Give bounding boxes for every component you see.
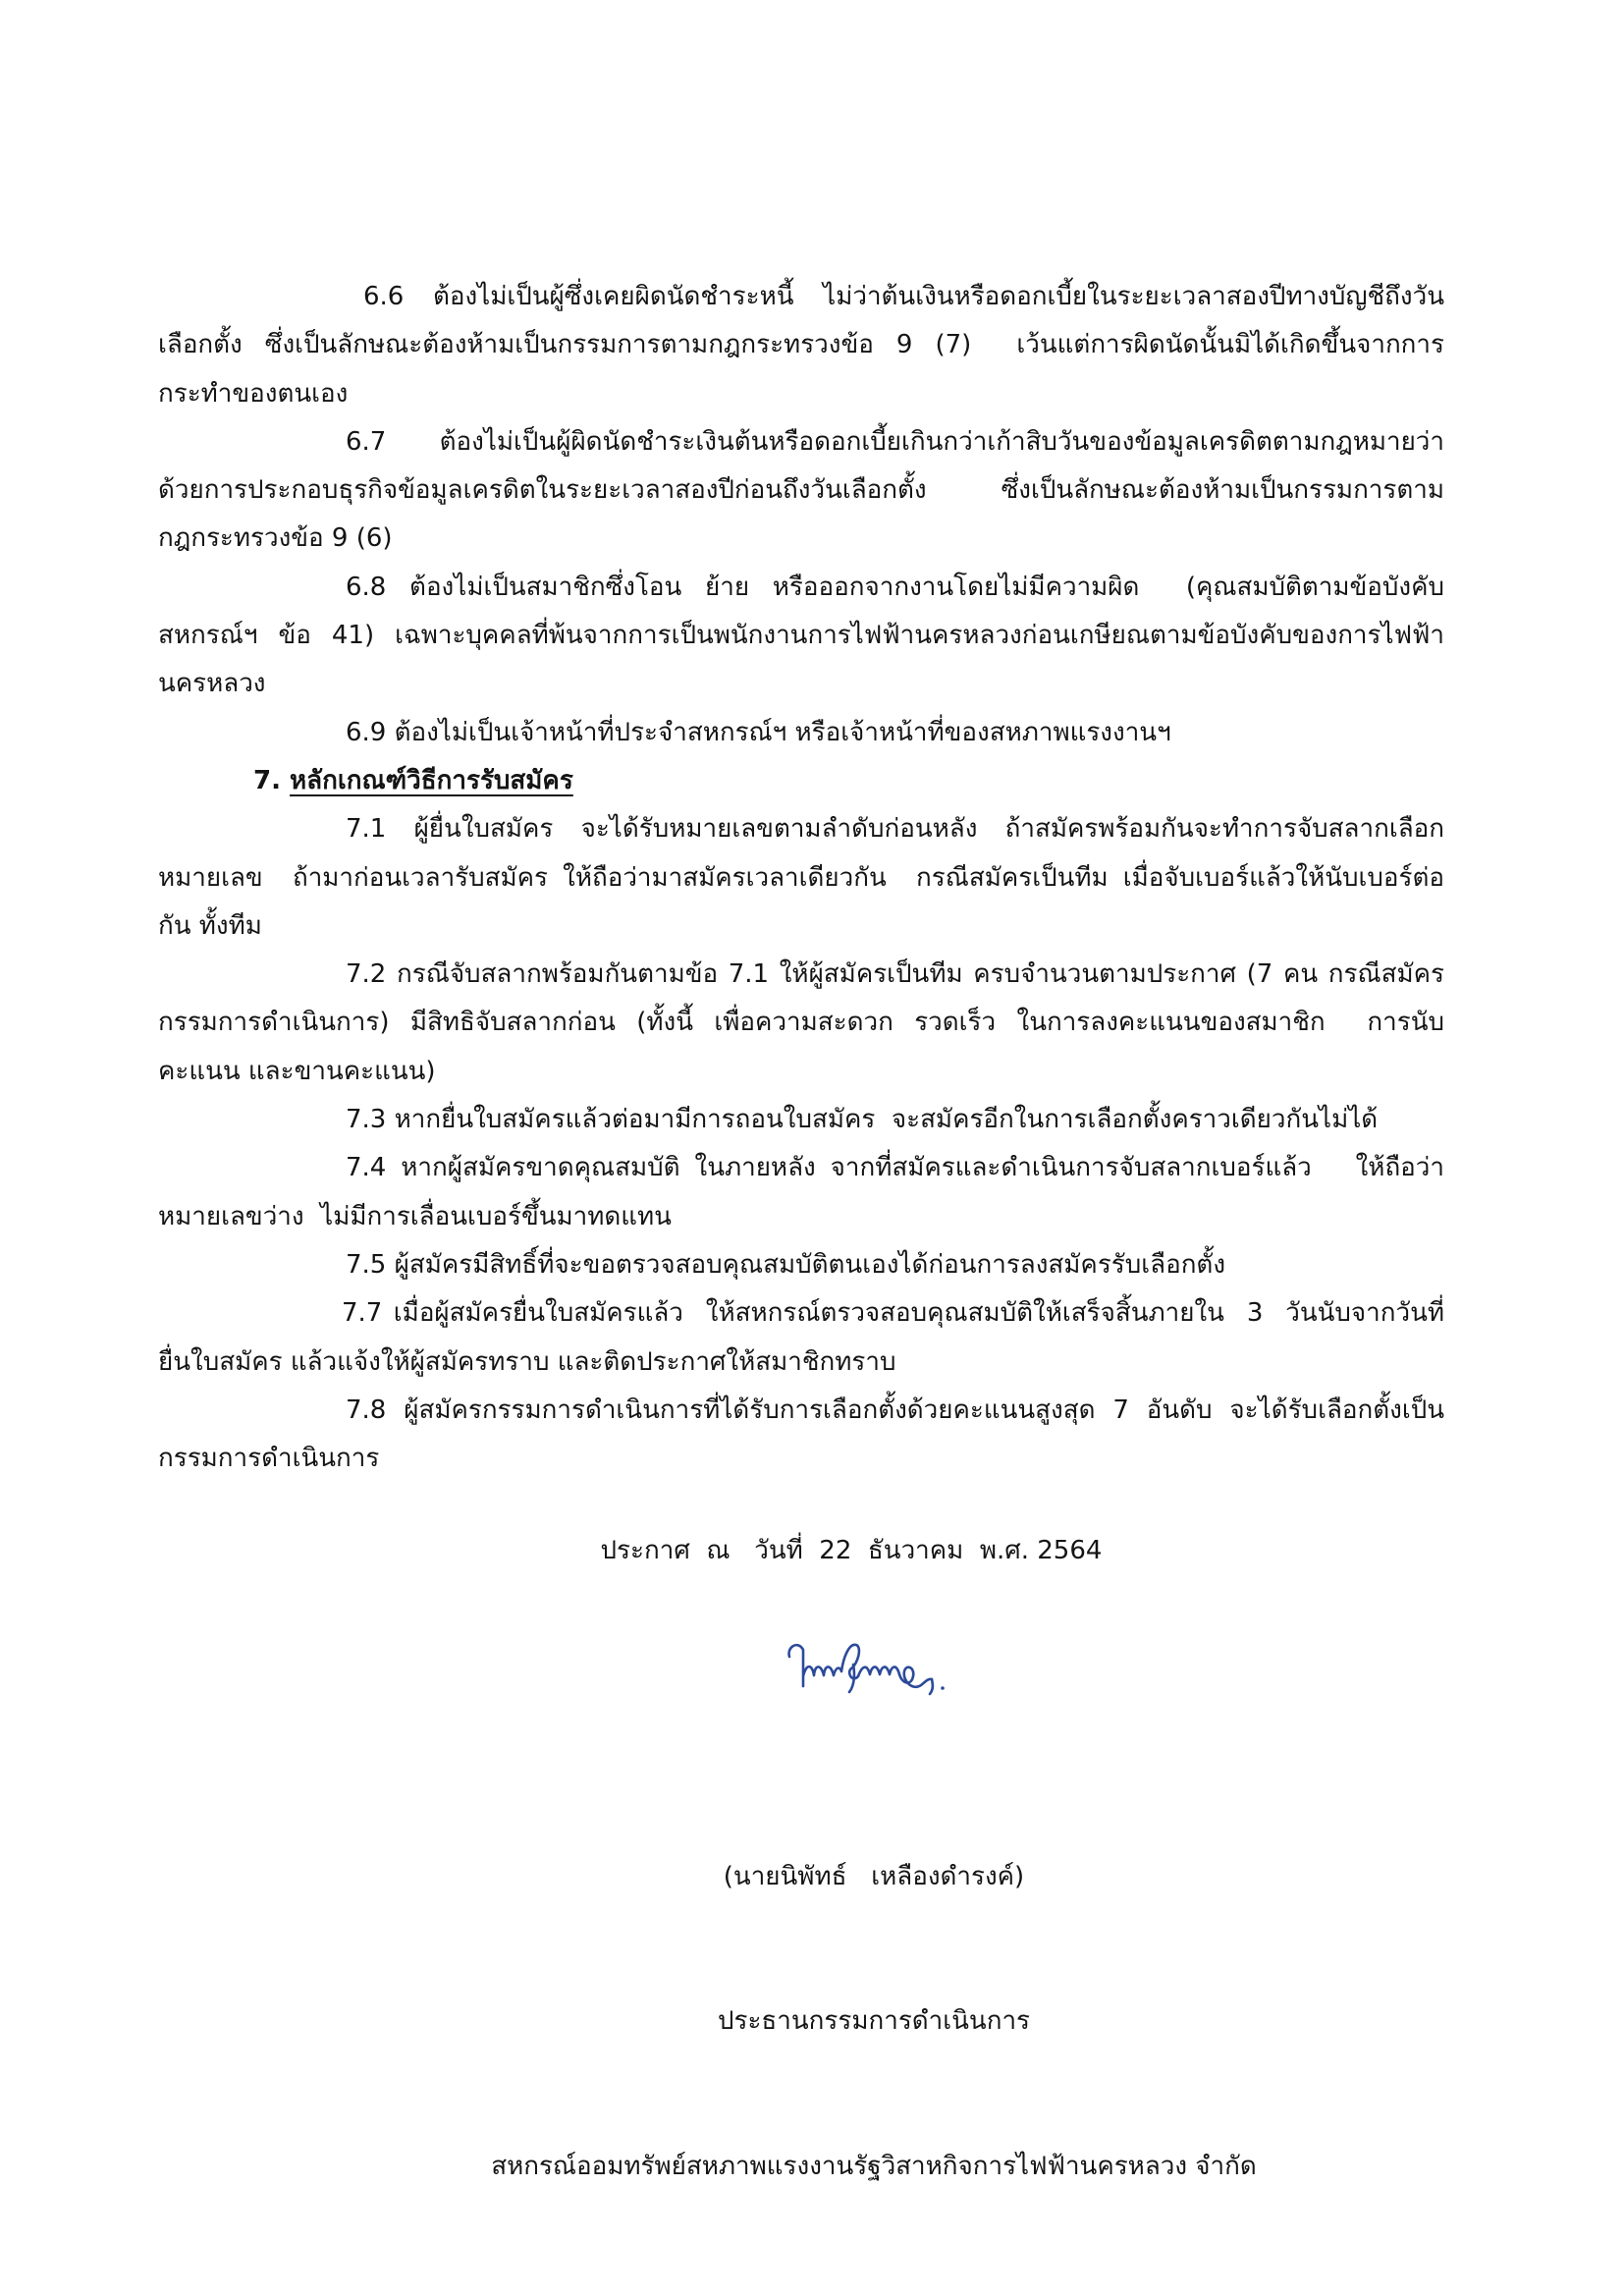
- clause-7-1-line: หมายเลข ถ้ามาก่อนเวลารับสมัคร ให้ถือว่ามาสมัครเวลาเดียวกัน กรณีสมัครเป็นทีม เมื่อจับเบอร์แล้วให้นับเบอร์ต่อ: [158, 862, 1444, 893]
- clause-6-6-line: 6.6 ต้องไม่เป็นผู้ซึ่งเคยผิดนัดชำระหนี้ ไม่ว่าต้นเงินหรือดอกเบี้ยในระยะเวลาสองปีทางบัญชีถึงวัน: [363, 282, 1444, 311]
- clause-6-6-line: เลือกตั้ง ซึ่งเป็นลักษณะต้องห้ามเป็นกรรมการตามกฎกระทรวงข้อ 9 (7) เว้นแต่การผิดนัดนั้นมิได้เกิดขึ้นจากการ: [158, 330, 1444, 360]
- clause-7-3-line: 7.3 หากยื่นใบสมัครแล้วต่อมามีการถอนใบสมัคร จะสมัครอีกในการเลือกตั้งคราวเดียวกันไม่ได้: [346, 1105, 1379, 1135]
- clause-6-6-line: กระทำของตนเอง: [158, 378, 349, 409]
- clause-7-4: [158, 1144, 1444, 1241]
- clause-6-8-line: สหกรณ์ฯ ข้อ 41) เฉพาะบุคคลที่พ้นจากการเป็นพนักงานการไฟฟ้านครหลวงก่อนเกษียณตามข้อบังคับของการไฟฟ้า: [158, 621, 1444, 651]
- clause-6-8: [158, 564, 1444, 709]
- signatory-organization: สหกรณ์ออมทรัพย์สหภาพแรงงานรัฐวิสาหกิจการไฟฟ้านครหลวง จำกัด: [491, 2152, 1257, 2182]
- section-7-title: หลักเกณฑ์วิธีการรับสมัคร: [290, 765, 573, 795]
- clause-7-1: [158, 805, 1444, 951]
- document-body: [158, 0, 1444, 1483]
- clause-7-5: [158, 1241, 1444, 1289]
- signature-area: [0, 1575, 1624, 1756]
- clause-7-4-line: หมายเลขว่าง ไม่มีการเลื่อนเบอร์ขึ้นมาทดแทน: [158, 1201, 672, 1231]
- announcement-date: ประกาศ ณ วันที่ 22 ธันวาคม พ.ศ. 2564: [600, 1535, 1103, 1565]
- clause-6-8-line: นครหลวง: [158, 669, 266, 699]
- signature: [785, 1635, 961, 1706]
- clause-7-7-line: ยื่นใบสมัคร แล้วแจ้งให้ผู้สมัครทราบ และติดประกาศให้สมาชิกทราบ: [158, 1346, 896, 1377]
- clause-7-8-line: 7.8 ผู้สมัครกรรมการดำเนินการที่ได้รับการเลือกตั้งด้วยคะแนนสูงสุด 7 อันดับ จะได้รับเลือกตั้งเป็น: [346, 1394, 1444, 1425]
- signatory-position: ประธานกรรมการดำเนินการ: [717, 2006, 1031, 2037]
- clause-6-7-line: 6.7 ต้องไม่เป็นผู้ผิดนัดชำระเงินต้นหรือดอกเบี้ยเกินกว่าเก้าสิบวันของข้อมูลเครดิตตามกฎหมายว่า: [346, 426, 1444, 457]
- clause-7-7: [158, 1289, 1444, 1387]
- clause-7-8-line: กรรมการดำเนินการ: [158, 1444, 380, 1474]
- clause-7-8: [158, 1387, 1444, 1484]
- clause-6-6: [158, 273, 1444, 418]
- section-7-heading: [158, 757, 1444, 805]
- signatory-block: [383, 1756, 1365, 2288]
- clause-6-9: [158, 709, 1444, 757]
- clause-7-5-line: 7.5 ผู้สมัครมีสิทธิ์ที่จะขอตรวจสอบคุณสมบัติตนเองได้ก่อนการลงสมัครรับเลือกตั้ง: [346, 1249, 1226, 1280]
- signatory-name: (นายนิพัทธ์ เหลืองดำรงค์): [723, 1861, 1025, 1891]
- clause-7-2: [158, 951, 1444, 1096]
- clause-7-2-line: กรรมการดำเนินการ) มีสิทธิจับสลากก่อน (ทั้งนี้ เพื่อความสะดวก รวดเร็ว ในการลงคะแนนของสมาชิก การนับ: [158, 1008, 1444, 1038]
- clause-7-3: [158, 1096, 1444, 1144]
- clause-6-8-line: 6.8 ต้องไม่เป็นสมาชิกซึ่งโอน ย้าย หรือออกจากงานโดยไม่มีความผิด (คุณสมบัติตามข้อบังคับ: [346, 572, 1444, 602]
- clause-6-9-line: 6.9 ต้องไม่เป็นเจ้าหน้าที่ประจำสหกรณ์ฯ หรือเจ้าหน้าที่ของสหภาพแรงงานฯ: [346, 717, 1171, 747]
- clause-7-1-line: กัน ทั้งทีม: [158, 910, 262, 941]
- clause-7-7-line: 7.7 เมื่อผู้สมัครยื่นใบสมัครแล้ว ให้สหกรณ์ตรวจสอบคุณสมบัติให้เสร็จสิ้นภายใน 3 วันนับจากวันที่: [342, 1298, 1444, 1329]
- clause-6-7: [158, 418, 1444, 564]
- clause-6-7-line: กฎกระทรวงข้อ 9 (6): [158, 523, 393, 554]
- clause-7-1-line: 7.1 ผู้ยื่นใบสมัคร จะได้รับหมายเลขตามลำดับก่อนหลัง ถ้าสมัครพร้อมกันจะทำการจับสลากเลือก: [346, 814, 1444, 845]
- clause-6-7-line: ด้วยการประกอบธุรกิจข้อมูลเครดิตในระยะเวลาสองปีก่อนถึงวันเลือกตั้ง ซึ่งเป็นลักษณะต้องห้ามเป็นกรรมการตาม: [158, 475, 1444, 506]
- clause-7-2-line: คะแนน และขานคะแนน): [158, 1056, 436, 1086]
- clause-7-4-line: 7.4 หากผู้สมัครขาดคุณสมบัติ ในภายหลัง จากที่สมัครและดำเนินการจับสลากเบอร์แล้ว ให้ถือว่า: [346, 1153, 1444, 1183]
- section-7-number: 7.: [253, 765, 281, 795]
- clause-7-2-line: 7.2 กรณีจับสลากพร้อมกันตามข้อ 7.1 ให้ผู้สมัครเป็นทีม ครบจำนวนตามประกาศ (7 คน กรณีสมัคร: [346, 959, 1444, 990]
